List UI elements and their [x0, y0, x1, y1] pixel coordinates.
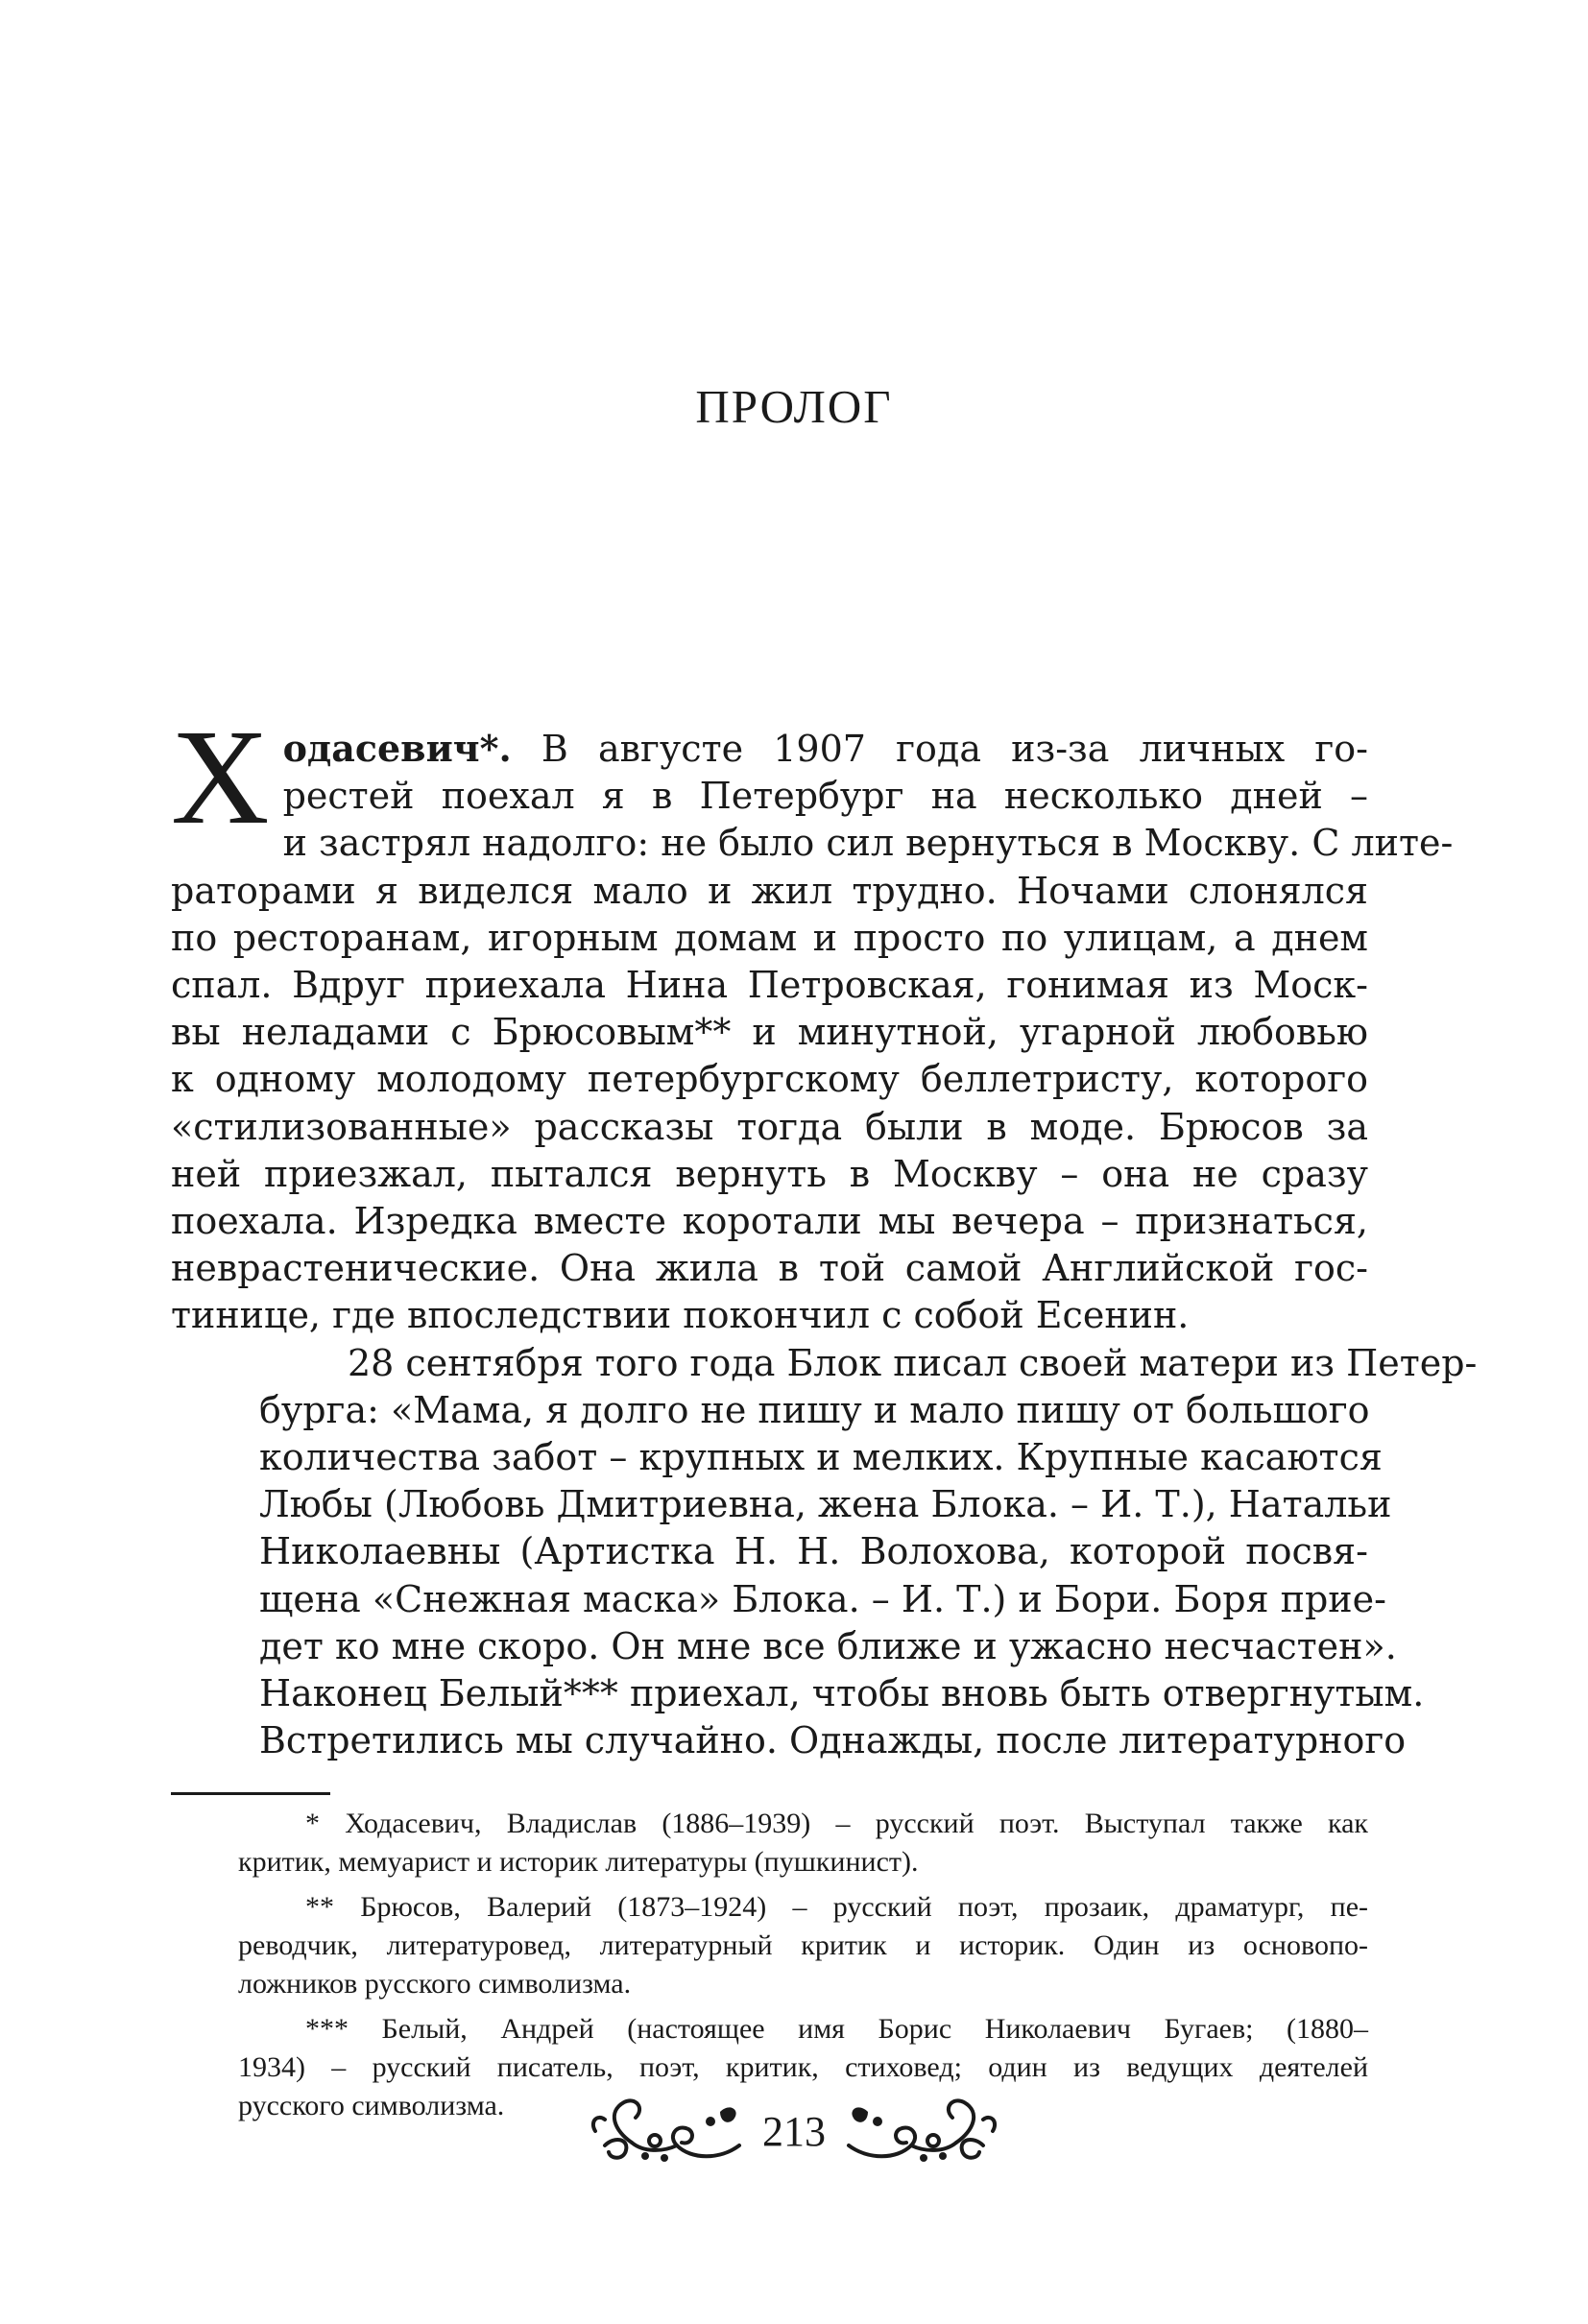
footnote-line: ложников русского символизма.	[238, 1968, 632, 2000]
text-line: одасевич*. В августе 1907 года из-за личных го-	[282, 727, 1368, 770]
page-number: 213	[762, 2107, 826, 2155]
floral-scroll-icon	[586, 2093, 749, 2169]
footnote-separator	[171, 1792, 330, 1795]
text-line: Встретились мы случайно. Однажды, после литературного	[259, 1719, 1407, 1762]
drop-cap: Х	[171, 701, 270, 852]
text-line: неврастенические. Она жила в той самой Английской гос-	[171, 1247, 1368, 1290]
text-line: раторами я виделся мало и жил трудно. Ночами слонялся	[171, 869, 1368, 912]
lead-name: одасевич*.	[282, 727, 512, 770]
text-line: Наконец Белый*** приехал, чтобы вновь быть отвергнутым.	[259, 1672, 1425, 1715]
footnote	[171, 1805, 1368, 1881]
text-line: «стилизованные» рассказы тогда были в моде. Брюсов за	[171, 1105, 1368, 1148]
text-line: 28 сентября того года Блок писал своей матери из Петер-	[348, 1341, 1478, 1384]
text-line: вы неладами с Брюсовым** и минутной, угарной любовью	[171, 1011, 1368, 1054]
body-text	[171, 701, 1478, 1764]
text-line: рестей поехал я в Петербург на несколько дней –	[282, 775, 1368, 818]
footnote-line: * Ходасевич, Владислав (1886–1939) – русский поэт. Выступал также как	[305, 1808, 1368, 1839]
footnote	[171, 1888, 1368, 2003]
text-line: бурга: «Мама, я долго не пишу и мало пишу от большого	[259, 1388, 1370, 1431]
footnote-line: критик, мемуарист и историк литературы (пушкинист).	[238, 1846, 919, 1878]
text-line: дет ко мне скоро. Он мне все ближе и ужасно несчастен».	[259, 1624, 1397, 1667]
paragraph-2	[171, 1340, 1478, 1765]
text-line: поехала. Изредка вместе коротали мы вечера – признаться,	[171, 1200, 1368, 1243]
text-line: тинице, где впоследствии покончил с собой Есенин.	[171, 1294, 1190, 1337]
text-line: ней приезжал, пытался вернуть в Москву – она не сразу	[171, 1152, 1368, 1195]
chapter-title: ПРОЛОГ	[695, 380, 893, 433]
text-line: и застрял надолго: не было сил вернуться в Москву. С лите-	[282, 822, 1454, 865]
paragraph-1	[171, 701, 1454, 1340]
footnote-line: русского символизма.	[238, 2090, 505, 2121]
footnote-line: 1934) – русский писатель, поэт, критик, стиховед; один из ведущих деятелей	[238, 2051, 1368, 2083]
text-line: щена «Снежная маска» Блока. – И. Т.) и Бори. Боря прие-	[259, 1577, 1386, 1620]
floral-scroll-icon	[839, 2093, 1002, 2169]
footnote-line: реводчик, литературовед, литературный критик и историк. Один из основопо-	[238, 1929, 1368, 1961]
footnote-line: ** Брюсов, Валерий (1873–1924) – русский поэт, прозаик, драматург, пе-	[305, 1891, 1368, 1923]
text-line: спал. Вдруг приехала Нина Петровская, гонимая из Моск-	[171, 964, 1368, 1007]
footnote-line: *** Белый, Андрей (настоящее имя Борис Николаевич Бугаев; (1880–	[305, 2013, 1368, 2045]
text-line: по ресторанам, игорным домам и просто по улицам, а днем	[171, 916, 1368, 959]
text-line: Николаевны (Артистка Н. Н. Волохова, которой посвя-	[259, 1530, 1368, 1573]
text-line: количества забот – крупных и мелких. Крупные касаются	[259, 1436, 1383, 1479]
footnotes	[171, 1805, 1368, 2132]
text-line: к одному молодому петербургскому беллетристу, которого	[171, 1058, 1368, 1101]
folio	[0, 2088, 1588, 2174]
text-line: Любы (Любовь Дмитриевна, жена Блока. – И. Т.), Натальи	[259, 1483, 1392, 1526]
